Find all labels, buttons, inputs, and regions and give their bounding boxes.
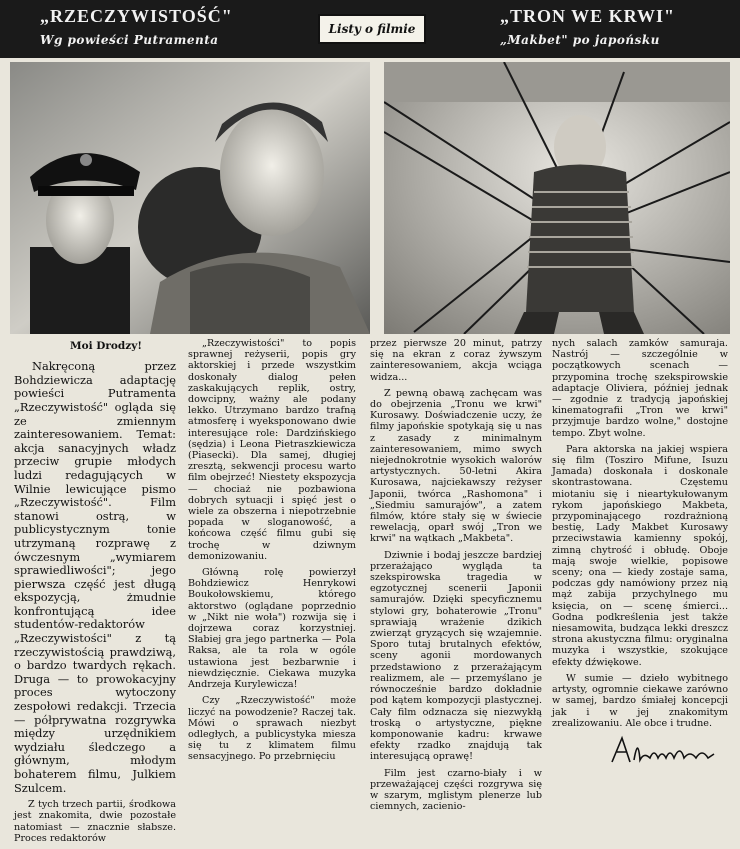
article-column-1 <box>14 338 176 849</box>
paragraph: przez pierwsze 20 minut, patrzy się na ekran z coraz żywszym zainteresowaniem, akcja wciąga widza... <box>370 338 542 383</box>
film-still-rzeczywistosc <box>10 62 370 334</box>
signature-mark <box>608 730 718 770</box>
paragraph: Film jest czarno-biały i w przeważającej części rozgrywa się w szarym, mglistym plenerze lub ciemnych, zacienio- <box>370 767 542 813</box>
header-left <box>40 6 280 47</box>
paragraph: Czy „Rzeczywistość" może liczyć na powodzenie? Raczej tak. Mówi o sprawach niezbyt odległych, a publicystyka miesza się tu z klimatem filmu sensacyjnego. Po przebrnięciu <box>188 695 356 763</box>
paragraph: „Rzeczywistości" to popis sprawnej reżyserii, popis gry aktorskiej i przede wszystkim doskonały dialog pełen zaskakujących replik, ostry, dowcipny, ważny ale podany lekko. Utrzymano bardzo trafną atmosferę i wyeksponowano dwie interesujące role: Dardzińskiego (sędzia) i Leona Pietraszkiewicza (Piasecki). Dla samej, długiej zresztą, sekwencji procesu warto film obejrzeć! Niestety ekspozycja — chociaż nie pozbawiona dobrych sytuacji i spięć jest o wiele za obszerna i niepotrzebnie popada w sloganowość, a końcowa część filmu gubi się trochę w dziwnym demonizowaniu. <box>188 338 356 562</box>
paragraph: Dziwnie i bodaj jeszcze bardziej przerażająco wygląda ta szekspirowska tragedia w egzotycznej scenerii Japonii samurajów. Dzięki specyficznemu stylowi gry, bohaterowie „Tronu" sprawiają wrażenie dzikich zwierząt gryzących się wzajemnie. Sporo tutaj brutalnych efektów, sceny agonii mordowanych przedstawiono z przerażającym realizmem, ale — przemyślano je równocześnie bardzo dokładnie pod kątem kompozycji plastycznej. Cały film odznacza się niezwykłą troską o artystyczne, piękne komponowanie kadru: krwawe efekty rzadko znajdują tak interesującą oprawę! <box>370 549 542 763</box>
column-1-body <box>14 360 176 795</box>
page-header <box>0 0 740 58</box>
author-signature <box>608 730 718 770</box>
left-film-title: „RZECZYWISTOŚĆ" <box>40 6 233 26</box>
film-still-tron-we-krwi <box>384 62 730 334</box>
paragraph: Z pewną obawą zachęcam was do obejrzenia „Tronu we krwi" Kurosawy. Doświadczenie uczy, że filmy japońskie spotykają się u nas z zasady z minimalnym zainteresowaniem, mimo swych niejednokrotnie wysokich walorów artystycznych. 50-letni Akira Kurosawa, najciekawszy reżyser Japonii, twórca „Rashomona" i „Siedmiu samurajów", a zatem filmów, które stały się w świecie rewelacją, oparł swój „Tron we krwi" na wątkach „Makbeta". <box>370 387 542 545</box>
right-film-title: „TRON WE KRWI" <box>500 6 676 26</box>
paragraph: Z tych trzech partii, środkowa jest znakomita, dwie pozostałe natomiast — znacznie słabsze. Proces redaktorów <box>14 799 176 844</box>
paragraph: nych salach zamków samuraja. Nastrój — szczególnie w początkowych scenach — przypomina trochę szekspirowskie adaptacje Oliviera, później jednak — zgodnie z tradycją japońskiej kinematografii „Tron we krwi" przyjmuje bardzo wolne," dostojne tempo. Zbyt wolne. <box>552 338 728 439</box>
paragraph: W sumie — dzieło wybitnego artysty, ogromnie ciekawe zarówno w samej, bardzo śmiałej koncepcji jak i w jej znakomitym zrealizowaniu. Ale obce i trudne. <box>552 672 728 729</box>
left-film-subtitle: Wg powieści Putramenta <box>40 33 219 47</box>
column-badge: Listy o filmie <box>318 14 426 44</box>
paragraph: Główną rolę powierzył Bohdziewicz Henrykowi Boukołowskiemu, którego aktorstwo (oglądane poprzednio w „Nikt nie woła") rozwija się i dojrzewa coraz korzystniej. Słabiej gra jego partnerka — Pola Raksa, ale ta rola w ogóle ustawiona jest bezbarwnie i niewdzięcznie. Ciekawa muzyka Andrzeja Kurylewicza! <box>188 567 356 691</box>
article-column-2 <box>188 338 356 768</box>
paragraph: Para aktorska na jakiej wspiera się film (Tosziro Mifune, Isuzu Jamada) doskonała i doskonale skontrastowana. Częstemu miotaniu się i nieartykułowanym rykom japońskiego Makbeta, przypominającego rozdrażnioną bestię, Lady Makbet Kurosawy przeciwstawia kamienny spokój, zimną chytrość i obłudę. Oboje mają swoje wielkie, popisowe sceny; ona — kiedy zostaje sama, podczas gdy namówiony przez nią mąż zabija przychylnego mu księcia, on — scenę śmierci... Godna podkreślenia jest także niesamowita, budząca lekki dreszcz strona akustyczna filmu: oryginalna muzyka i wszystkie, szokujące efekty dźwiękowe. <box>552 443 728 668</box>
greeting: Moi Drodzy! <box>70 340 142 352</box>
header-right <box>500 6 720 47</box>
article-column-4 <box>552 338 728 734</box>
paragraph: Nakręconą przez Bohdziewicza adaptację powieści Putramenta „Rzeczywistość" ogląda się ze zmiennym zainteresowaniem. Temat: akcja sanacyjnych władz przeciw grupie młodych ludzi redagujących w Wilnie lewicujące pismo „Rzeczywistość". Film stanowi ostrą, w publicystycznym tonie utrzymaną rozprawę z ówczesnym „wymiarem sprawiedliwości"; jego pierwsza część jest długą ekspozycją, żmudnie konfrontującą idee studentów-redaktorów „Rzeczywistości" z tą rzeczywistością prawdziwą, o bardzo twardych rękach. Druga — to prowokacyjny proces wytoczony zespołowi redakcji. Trzecia — półprywatna rozgrywka między urzędnikiem wydziału śledczego a głównym, młodym bohaterem filmu, Julkiem Szulcem. <box>14 359 176 795</box>
right-film-subtitle: „Makbet" po japońsku <box>500 33 660 47</box>
article-column-3 <box>370 338 542 817</box>
